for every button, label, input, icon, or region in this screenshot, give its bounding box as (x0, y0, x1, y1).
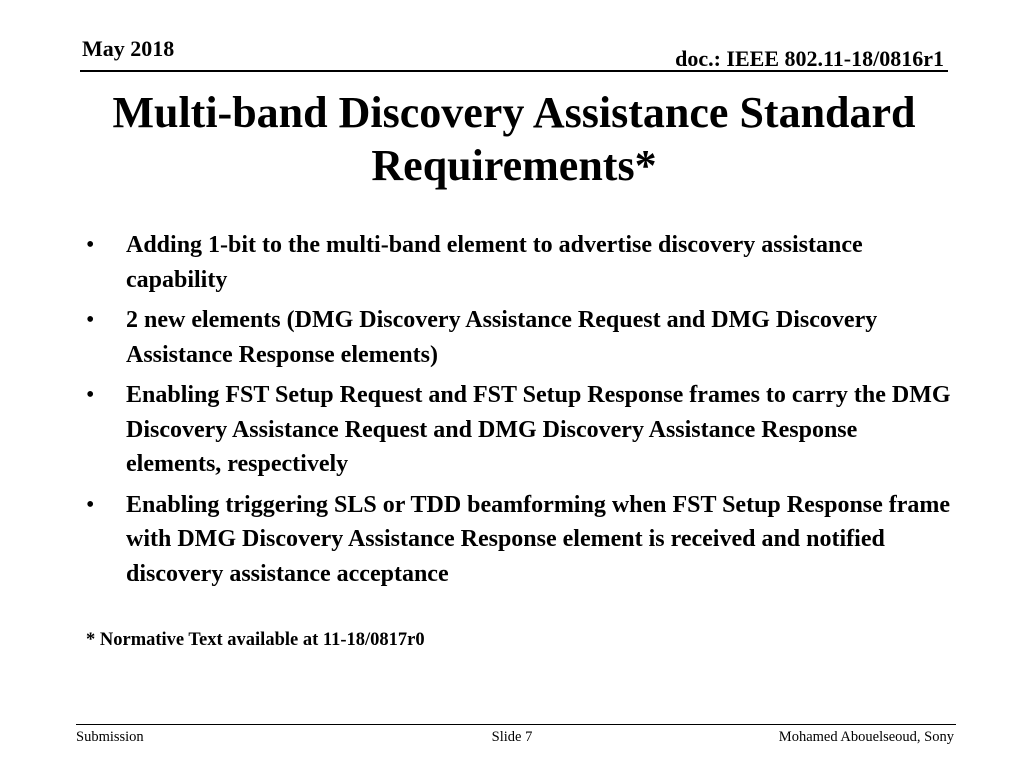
bullet-dot-icon: • (86, 307, 95, 333)
footer-author: Mohamed Abouelseoud, Sony (778, 729, 954, 745)
bullet-list (86, 228, 956, 597)
footer-submission: Submission (76, 729, 144, 745)
slide-title-line-2: Requirements* (371, 141, 657, 190)
bullet-dot-icon: • (86, 232, 95, 258)
footer-slide-number: Slide 7 (491, 729, 533, 745)
bullet-dot-icon: • (86, 382, 95, 408)
bullet-item-3 (86, 378, 956, 482)
footer-divider (76, 724, 956, 725)
bullet-text-4: Enabling triggering SLS or TDD beamforming when FST Setup Response frame with DMG Discovery Assistance Response element is received and notified discovery assistance acceptance (126, 491, 951, 587)
footnote: * Normative Text available at 11-18/0817r0 (86, 630, 425, 650)
bullet-item-4 (86, 488, 956, 592)
slide-title-line-1: Multi-band Discovery Assistance Standard (112, 88, 916, 137)
header-date: May 2018 (82, 36, 175, 61)
bullet-dot-icon: • (86, 491, 95, 518)
slide-title (80, 86, 948, 192)
header-divider (80, 70, 948, 72)
bullet-text-1: Adding 1-bit to the multi-band element to advertise discovery assistance capability (126, 232, 863, 293)
bullet-text-3: Enabling FST Setup Request and FST Setup Response frames to carry the DMG Discovery Assistance Request and DMG Discovery Assistance Response elements, respectively (126, 382, 951, 477)
header-doc-id: doc.: IEEE 802.11-18/0816r1 (675, 46, 944, 71)
bullet-item-2 (86, 303, 956, 372)
bullet-item-1 (86, 228, 956, 297)
bullet-text-2: 2 new elements (DMG Discovery Assistance Request and DMG Discovery Assistance Response elements) (126, 307, 878, 368)
